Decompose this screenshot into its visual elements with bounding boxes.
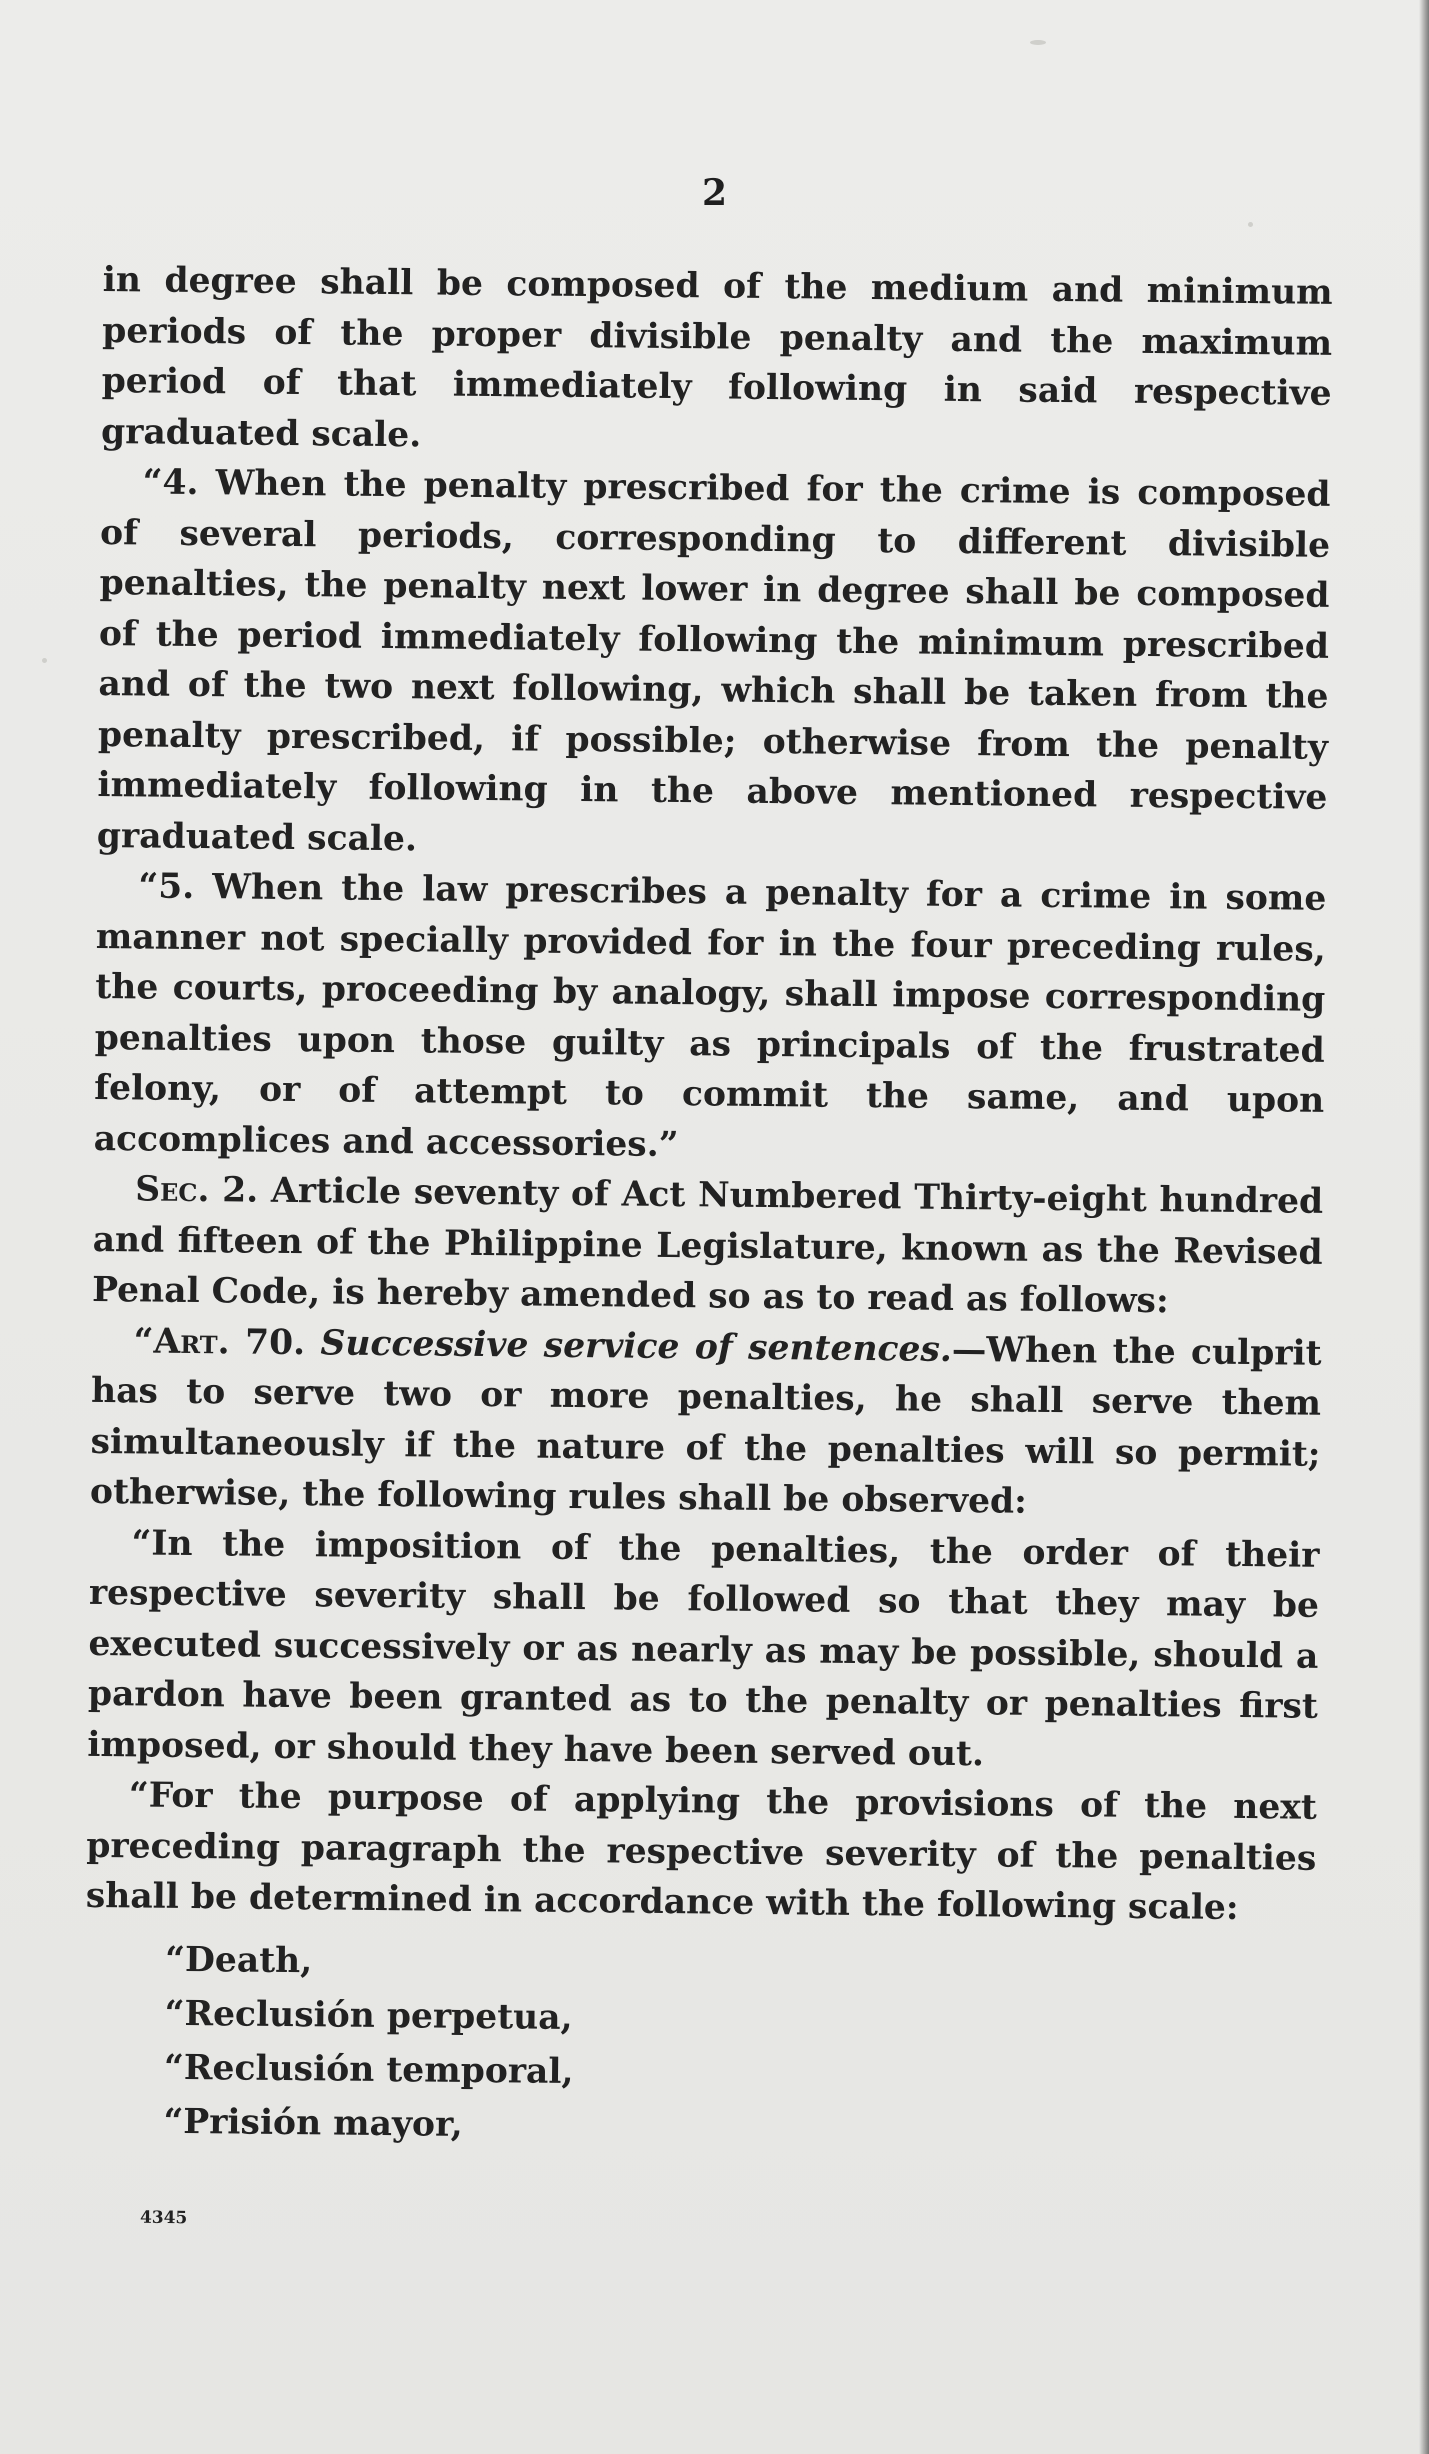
article-70-text: —When the culprit has to serve two or more penalties, he shall serve them simultaneously if the nature of the penalties will so permit; otherwise, the following rules shall be observed:	[89, 1329, 1322, 1522]
body-text	[83, 255, 1333, 2160]
article-open-quote: “	[133, 1320, 154, 1362]
article-number: 70.	[229, 1321, 321, 1363]
penalty-scale-item: “Reclusión temporal,	[163, 2047, 574, 2092]
paragraph-rule-4: “4. When the penalty prescribed for the crime is composed of several periods, corresponding to different divisible penalties, the penalty next lower in degree shall be composed of the period immediately following the minimum prescribed and of the two next following, which shall be taken from the penalty prescribed, if possible; otherwise from the penalty immediately following in the above mentioned respective graduated scale.	[96, 462, 1331, 859]
paragraph-continuation: in degree shall be composed of the medium and minimum periods of the proper divisible penalty and the maximum period of that immediately following in said respective graduated scale.	[100, 259, 1333, 455]
paragraph-article-70	[90, 1315, 1322, 1530]
article-title: Successive service of sentences.	[320, 1322, 953, 1370]
article-label: Art.	[153, 1321, 230, 1362]
paragraph-imposition-order: “In the imposition of the penalties, the order of their respective severity shall be followed so that they may be executed successively or as nearly as may be possible, should a pardon have been granted as to the penalty or penalties first imposed, or should they have been served out.	[87, 1522, 1320, 1774]
penalty-scale-item: “Prisión mayor,	[163, 2101, 463, 2145]
page-number: 2	[701, 172, 728, 214]
section-label: Sec.	[135, 1169, 210, 1211]
section-2-text: 2. Article seventy of Act Numbered Thirty-eight hundred and fifteen of the Philippine Legislature, known as the Revised Penal Code, is hereby amended so as to read as follows:	[91, 1170, 1324, 1322]
paragraph-rule-5: “5. When the law prescribes a penalty for a crime in some manner not specially provided for in the four preceding rules, the courts, proceeding by analogy, shall impose corresponding penalties upon those guilty as principals of the frustrated felony, or of attempt to commit the same, and upon accomplices and accessories.”	[93, 866, 1327, 1165]
paper-speck	[42, 658, 47, 663]
penalty-scale-list	[83, 1931, 1315, 2160]
penalty-scale-item: “Reclusión perpetua,	[164, 1993, 573, 2038]
penalty-scale-item: “Death,	[164, 1939, 313, 1981]
paragraph-severity-scale: “For the purpose of applying the provisions of the next preceding paragraph the respective severity of the penalties shall be determined in accordance with the following scale:	[85, 1775, 1318, 1928]
paper-speck	[1030, 40, 1046, 45]
paragraph-section-2	[92, 1164, 1324, 1328]
page-edge-shadow	[1419, 0, 1429, 2454]
printer-mark: 4345	[139, 2207, 188, 2229]
paper-speck	[1248, 222, 1253, 227]
